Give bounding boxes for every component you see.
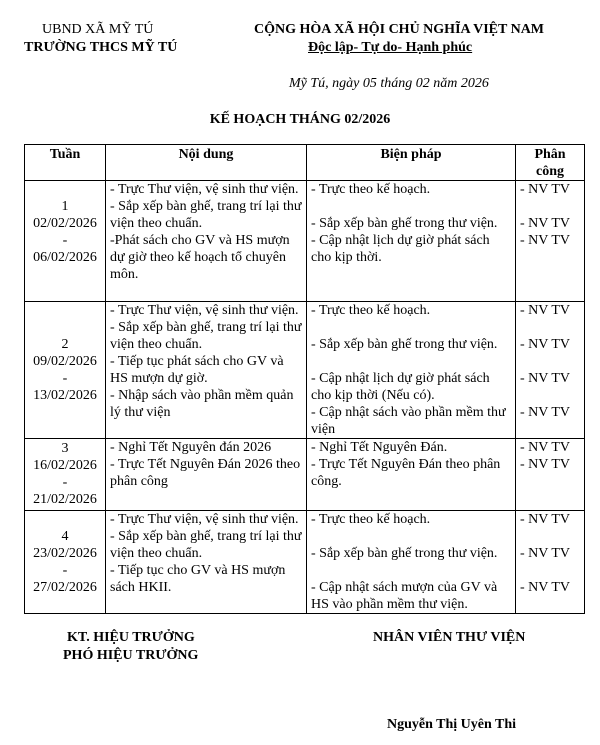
assign-cell — [516, 511, 585, 614]
assign-item: - NV TV — [520, 405, 571, 420]
measure-item: - Trực theo kế hoạch. — [311, 182, 431, 197]
measures-cell — [307, 511, 516, 614]
week-number: 4 — [61, 529, 69, 544]
week-cell — [25, 181, 106, 302]
signature-left-subtitle: PHÓ HIỆU TRƯỞNG — [63, 648, 199, 663]
measure-item: - Cập nhật sách vào phần mềm thư viện — [311, 405, 506, 437]
week-end: 06/02/2026 — [33, 250, 97, 265]
week-dash: - — [62, 371, 68, 386]
measures-cell — [307, 439, 516, 511]
assign-cell — [516, 439, 585, 511]
week-dash: - — [62, 475, 68, 490]
content-item: - Tiếp tục phát sách cho GV và HS mượn dự giờ. — [110, 354, 284, 386]
assign-item: - NV TV — [520, 216, 571, 231]
assign-item: - NV TV — [520, 182, 571, 197]
measure-item: - Cập nhật lịch dự giờ phát sách cho kịp thời. — [311, 233, 490, 265]
content-item: -Phát sách cho GV và HS mượn dự giờ theo kế hoạch tổ chuyên môn. — [110, 233, 290, 282]
measures-cell — [307, 181, 516, 302]
assign-item: - NV TV — [520, 371, 571, 386]
week-cell — [25, 439, 106, 511]
signature-right-name: Nguyễn Thị Uyên Thi — [387, 717, 517, 732]
measure-item: - Sắp xếp bàn ghế trong thư viện. — [311, 337, 498, 352]
assign-cell — [516, 302, 585, 439]
table-row — [25, 302, 585, 439]
content-item: - Tiếp tục cho GV và HS mượn sách HKII. — [110, 563, 286, 595]
measures-cell — [307, 302, 516, 439]
measure-item: - Cập nhật sách mượn của GV và HS vào phần mềm thư viện. — [311, 580, 498, 612]
measure-item: - Sắp xếp bàn ghế trong thư viện. — [311, 216, 498, 231]
table-row — [25, 181, 585, 302]
measure-item: - Sắp xếp bàn ghế trong thư viện. — [311, 546, 498, 561]
week-cell — [25, 302, 106, 439]
content-cell — [106, 302, 307, 439]
header-assign: Phân công — [516, 145, 585, 181]
week-end: 27/02/2026 — [33, 580, 97, 595]
week-cell — [25, 511, 106, 614]
header-content: Nội dung — [106, 145, 307, 181]
assign-item: - NV TV — [520, 303, 571, 318]
assign-item: - NV TV — [520, 337, 571, 352]
org-name: UBND XÃ MỸ TÚ — [42, 22, 154, 37]
week-start: 02/02/2026 — [33, 216, 97, 231]
week-end: 21/02/2026 — [33, 492, 97, 507]
content-item: - Nhập sách vào phần mềm quản lý thư viện — [110, 388, 294, 420]
measure-item: - Trực theo kế hoạch. — [311, 512, 431, 527]
table-header-row — [25, 145, 585, 181]
assign-item: - NV TV — [520, 440, 571, 455]
week-start: 23/02/2026 — [33, 546, 97, 561]
week-number: 2 — [61, 337, 69, 352]
content-item: - Trực Tết Nguyên Đán 2026 theo phân công — [110, 457, 301, 489]
content-cell — [106, 511, 307, 614]
school-name: TRƯỜNG THCS MỸ TÚ — [24, 40, 178, 55]
signature-right-title: NHÂN VIÊN THƯ VIỆN — [373, 630, 526, 645]
assign-item: - NV TV — [520, 580, 571, 595]
week-start: 16/02/2026 — [33, 458, 97, 473]
assign-item: - NV TV — [520, 546, 571, 561]
assign-cell — [516, 181, 585, 302]
header-measures: Biện pháp — [307, 145, 516, 181]
assign-item: - NV TV — [520, 233, 571, 248]
table-row — [25, 511, 585, 614]
measure-item: - Trực Tết Nguyên Đán theo phân công. — [311, 457, 501, 489]
table-row — [25, 439, 585, 511]
signature-left-title: KT. HIỆU TRƯỞNG — [67, 630, 195, 645]
content-item: - Sắp xếp bàn ghế, trang trí lại thư viện theo chuẩn. — [110, 529, 302, 561]
measure-item: - Trực theo kế hoạch. — [311, 303, 431, 318]
page-title: KẾ HOẠCH THÁNG 02/2026 — [209, 112, 391, 127]
measure-item: - Cập nhật lịch dự giờ phát sách cho kịp thời (Nếu có). — [311, 371, 490, 403]
content-item: - Sắp xếp bàn ghế, trang trí lại thư viện theo chuẩn. — [110, 320, 302, 352]
content-item: - Sắp xếp bàn ghế, trang trí lại thư viện theo chuẩn. — [110, 199, 302, 231]
week-start: 09/02/2026 — [33, 354, 97, 369]
nation-title: CỘNG HÒA XÃ HỘI CHỦ NGHĨA VIỆT NAM — [254, 22, 545, 37]
assign-item: - NV TV — [520, 512, 571, 527]
content-item: - Trực Thư viện, vệ sinh thư viện. — [110, 512, 299, 527]
week-dash: - — [62, 233, 68, 248]
plan-table — [24, 144, 585, 614]
week-number: 3 — [61, 441, 69, 456]
assign-item: - NV TV — [520, 457, 571, 472]
measure-item: - Nghỉ Tết Nguyên Đán. — [311, 440, 448, 455]
week-dash: - — [62, 563, 68, 578]
content-item: - Nghỉ Tết Nguyên đán 2026 — [110, 440, 272, 455]
nation-motto: Độc lập- Tự do- Hạnh phúc — [308, 40, 473, 55]
content-item: - Trực Thư viện, vệ sinh thư viện. — [110, 303, 299, 318]
date-line: Mỹ Tú, ngày 05 tháng 02 năm 2026 — [289, 76, 489, 91]
content-cell — [106, 181, 307, 302]
content-cell — [106, 439, 307, 511]
header-week: Tuần — [25, 145, 106, 181]
content-item: - Trực Thư viện, vệ sinh thư viện. — [110, 182, 299, 197]
week-end: 13/02/2026 — [33, 388, 97, 403]
week-number: 1 — [61, 199, 69, 214]
